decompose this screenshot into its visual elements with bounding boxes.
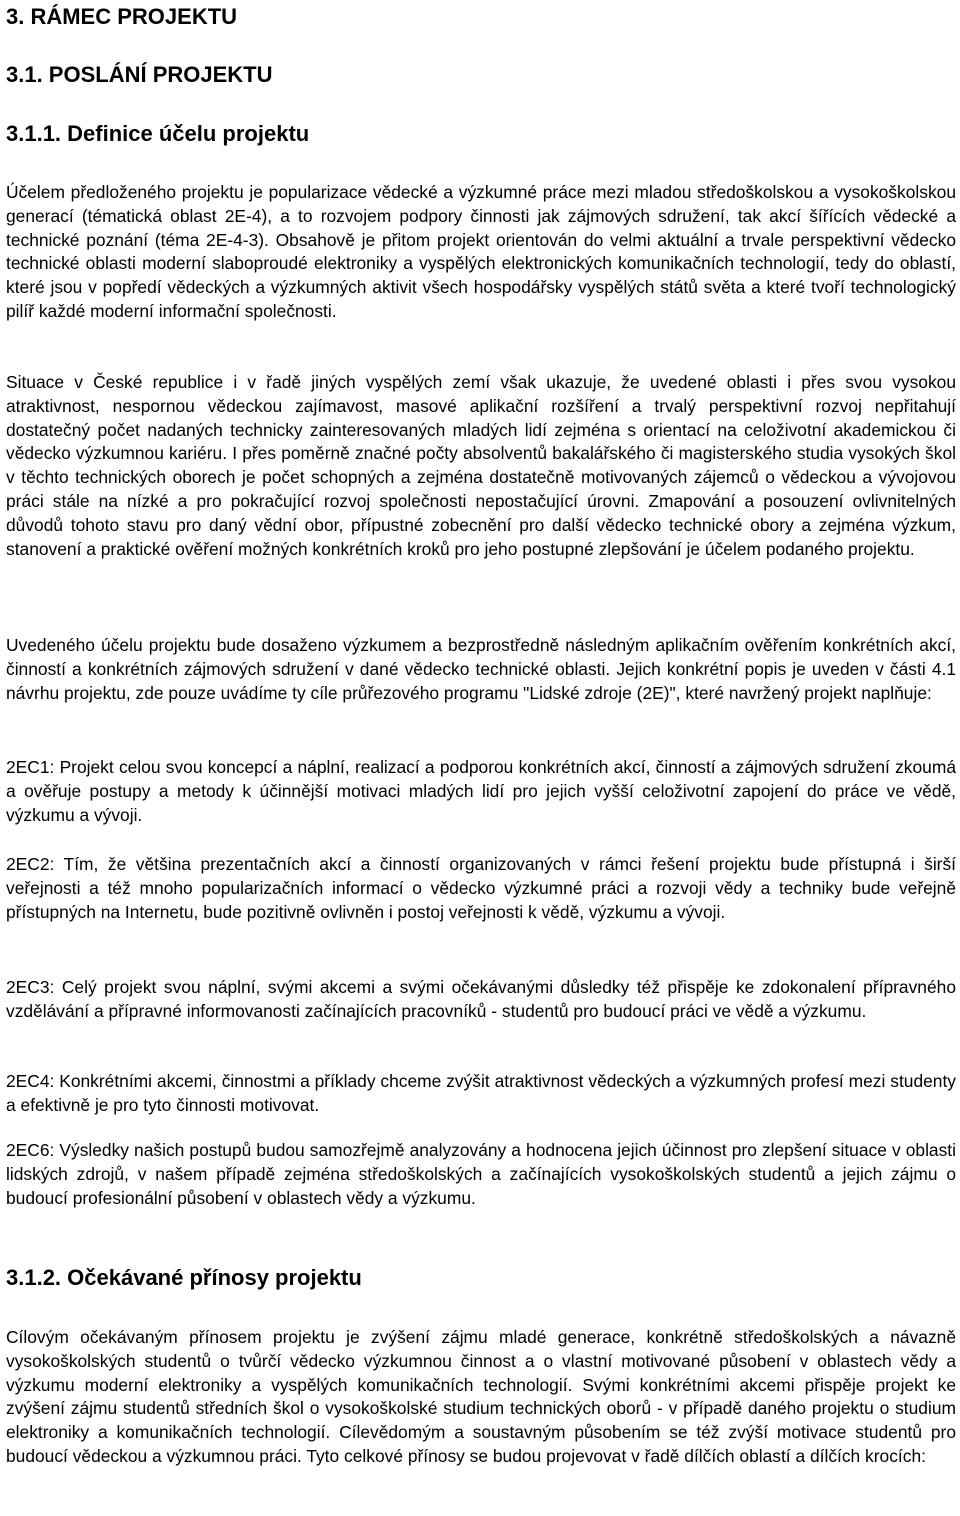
paragraph-2ec6: 2EC6: Výsledky našich postupů budou samozřejmě analyzovány a hodnocena jejich účinnost pro zlepšení situace v oblasti lidských zdrojů, v našem případě zejména středoškolských a začínajících vysokoškolských studentů a jejich zájmu o budoucí profesionální působení v oblastech vědy a výzkumu. [6, 1140, 956, 1208]
paragraph-goals-intro: Uvedeného účelu projektu bude dosaženo výzkumem a bezprostředně následným aplikačním ověřením konkrétních akcí, činností a konkrétních zájmových sdružení v dané vědecko technické oblasti. Jejich konkrétní popis je uveden v části 4.1 návrhu projektu, zde pouze uvádíme ty cíle průřezového programu "Lidské zdroje (2E)", které navržený projekt naplňuje: [6, 635, 956, 703]
paragraph-2ec3: 2EC3: Celý projekt svou náplní, svými akcemi a svými očekávanými důsledky též přispěje ke zdokonalení přípravného vzdělávání a přípravné informovanosti začínajících pracovníků - studentů pro budoucí práci ve vědě a výzkumu. [6, 977, 956, 1021]
paragraph-situation: Situace v České republice i v řadě jiných vyspělých zemí však ukazuje, že uvedené oblasti i přes svou vysokou atraktivnost, nespornou vědeckou zajímavost, masové aplikační rozšíření a trvalý perspektivní rozvoj nepřitahují dostatečný počet nadaných technicky zainteresovaných mladých lidí zejména s orientací na celoživotní akademickou či vědecko výzkumnou kariéru. I přes poměrně značné počty absolventů bakalářského či magisterského studia vysokých škol v těchto technických oborech je počet schopných a zejména dostatečně motivovaných zájemců o vědeckou a vývojovou práci stále na nízké a pro pokračující rozvoj společnosti nepostačující úrovni. Zmapování a posouzení ovlivnitelných důvodů tohoto stavu pro daný vědní obor, přípustné zobecnění pro další vědecko technické obory a zejména výzkum, stanovení a praktické ověření možných konkrétních kroků pro jeho postupné zlepšování je účelem podaného projektu. [6, 372, 956, 559]
subsection-heading-benefits: 3.1.2. Očekávané přínosy projektu [6, 1265, 362, 1290]
paragraph-benefits: Cílovým očekávaným přínosem projektu je zvýšení zájmu mladé generace, konkrétně středoškolských a návazně vysokoškolských studentů o tvůrčí vědecko výzkumnou činnost a o vlastní motivované působení v oblastech vědy a výzkumu moderní elektroniky a vyspělých komunikačních technologií. Svými konkrétními akcemi přispěje projekt ke zvýšení zájmu studentů středních škol o vysokoškolské studium technických oborů - v případě daného projektu o studium elektroniky a komunikačních technologií. Cílevědomým a soustavným působením se též zvýší motivace studentů pro budoucí vědeckou a výzkumnou práci. Tyto celkové přínosy se budou projevovat v řadě dílčích oblastí a dílčích krocích: [6, 1327, 956, 1466]
section-heading: 3.1. POSLÁNÍ PROJEKTU [6, 62, 273, 87]
subsection-heading-purpose: 3.1.1. Definice účelu projektu [6, 121, 310, 146]
paragraph-2ec2: 2EC2: Tím, že většina prezentačních akcí a činností organizovaných v rámci řešení projektu bude přístupná i širší veřejnosti a též mnoho popularizačních informací o vědecko výzkumné práci a rozvoji vědy a techniky bude veřejně přístupných na Internetu, bude pozitivně ovlivněn i postoj veřejnosti k vědě, výzkumu a vývoji. [6, 854, 956, 922]
paragraph-2ec4: 2EC4: Konkrétními akcemi, činnostmi a příklady chceme zvýšit atraktivnost vědeckých a výzkumných profesí mezi studenty a efektivně je pro tyto činnosti motivovat. [6, 1071, 956, 1115]
paragraph-purpose-intro: Účelem předloženého projektu je popularizace vědecké a výzkumné práce mezi mladou středoškolskou a vysokoškolskou generací (tématická oblast 2E-4), a to rozvojem podpory činnosti jak zájmových sdružení, tak akcí šířících vědecké a technické poznání (téma 2E-4-3). Obsahově je přitom projekt orientován do velmi aktuální a trvale perspektivní vědecko technické oblasti moderní slaboproudé elektroniky a vyspělých elektronických komunikačních technologií, tedy do oblastí, které jsou v popředí vědeckých a výzkumných aktivit všech hospodářsky vyspělých států světa a které tvoří technologický pilíř každé moderní informační společnosti. [6, 182, 956, 321]
paragraph-2ec1: 2EC1: Projekt celou svou koncepcí a náplní, realizací a podporou konkrétních akcí, činností a zájmových sdružení zkoumá a ověřuje postupy a metody k účinnější motivaci mladých lidí pro jejich vyšší celoživotní zapojení do práce ve vědě, výzkumu a vývoji. [6, 757, 956, 825]
chapter-heading: 3. RÁMEC PROJEKTU [6, 4, 238, 29]
